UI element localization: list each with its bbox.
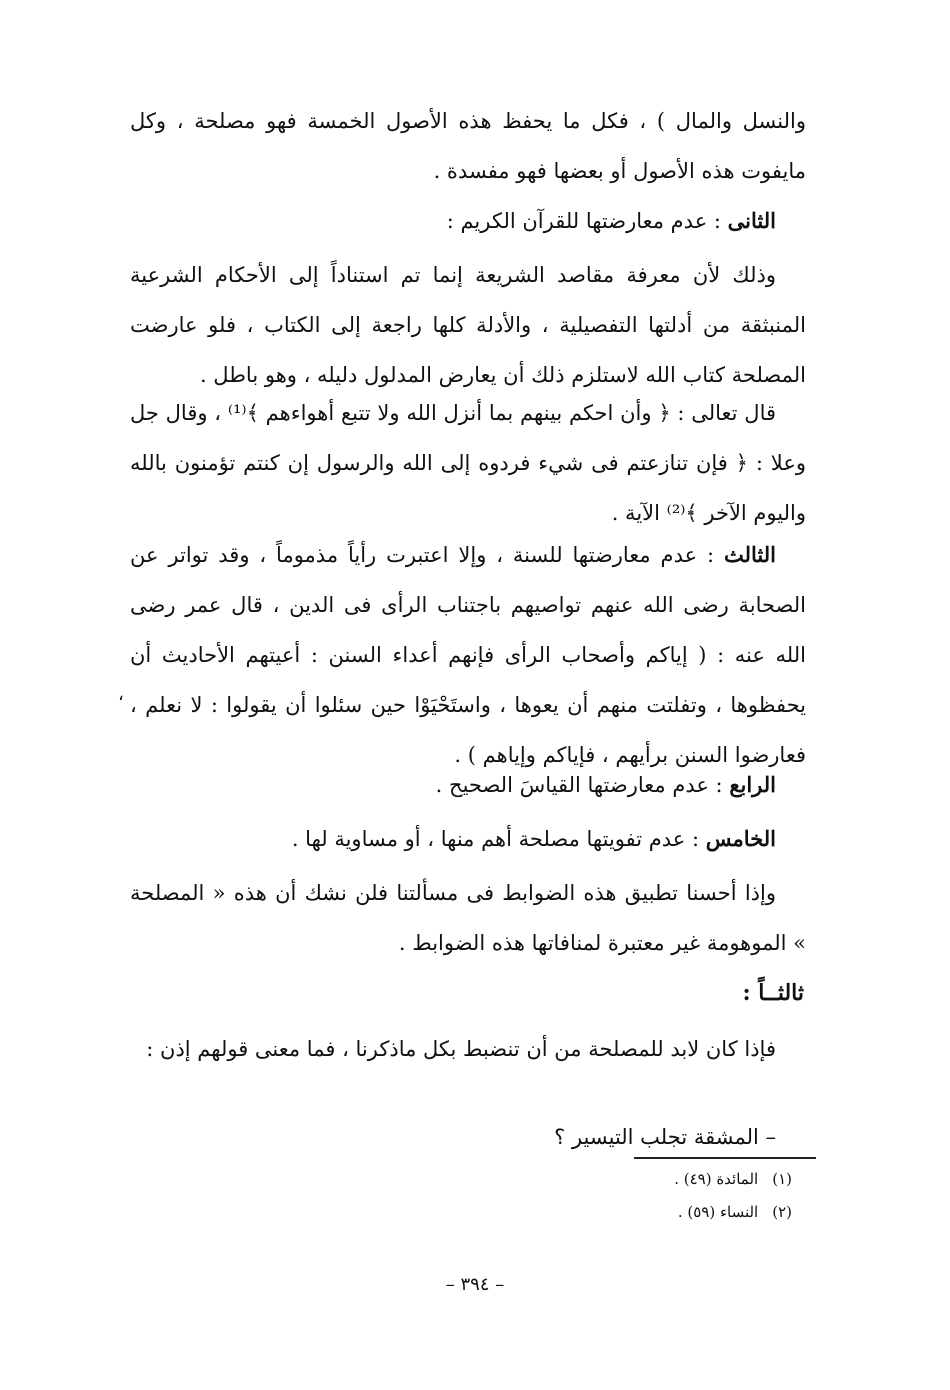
- point-four-label: الرابع: [729, 772, 776, 797]
- paragraph-9: فإذا كان لابد للمصلحة من أن تنضبط بكل ماذكرنا ، فما معنى قولهم إذن :: [146, 1037, 776, 1061]
- paragraph-10-block: [130, 1112, 806, 1162]
- footnote-1-text: المائدة (٤٩) .: [674, 1170, 759, 1188]
- maxim-line: – المشقة تجلب التيسير ؟: [554, 1125, 776, 1149]
- point-five-label: الخامس: [705, 826, 776, 851]
- margin-mark: ،: [118, 684, 124, 705]
- page-number: – ٣٩٤ –: [445, 1274, 505, 1295]
- point-five: [130, 814, 806, 864]
- point-three-text: : عدم معارضتها للسنة ، وإلا اعتبرت رأياً مذموماً ، وقد تواتر عن الصحابة رضى الله عنهم تواصيهم باجتناب الرأى فى الدين ، قال عمر رضى الله عنه : ( إياكم وأصحاب الرأى فإنهم أعداء السنن : أعيتهم الأحاديث أن يحفظوها ، وتفلتت منهم أن يعوها ، واستَحْيَوْا حين سئلوا أن يقولوا : لا نعلم ، فعارضوا السنن برأيهم ، فإياكم وإياهم ) .: [130, 543, 806, 767]
- point-four: [130, 760, 806, 810]
- paragraph-3: وذلك لأن معرفة مقاصد الشريعة إنما تم استناداً إلى الأحكام الشرعية المنبثقة من أدلتها التفصيلية ، والأدلة كلها راجعة إلى الكتاب ، فلو عارضت المصلحة كتاب الله لاستلزم ذلك أن يعارض المدلول دليله ، وهو باطل .: [130, 263, 806, 387]
- point-two-paragraph: [130, 196, 806, 246]
- point-three-paragraph: [130, 530, 806, 780]
- section-heading-thirdly: ثالثــاً :: [742, 980, 804, 1006]
- footnotes: [674, 1163, 792, 1229]
- footnote-2: [674, 1196, 792, 1229]
- point-three: [130, 530, 806, 780]
- paragraph-1: والنسل والمال ) ، فكل ما يحفظ هذه الأصول الخمسة فهو مصلحة ، وكل مايفوت هذه الأصول أو بعضها فهو مفسدة .: [130, 109, 806, 183]
- footnote-divider: [634, 1157, 816, 1159]
- point-five-paragraph: [130, 814, 806, 864]
- paragraph-3-block: [130, 250, 806, 400]
- point-four-paragraph: [130, 760, 806, 810]
- point-two-text: : عدم معارضتها للقرآن الكريم :: [446, 209, 728, 233]
- footnote-2-number: (٢): [772, 1203, 792, 1221]
- footnote-1: [674, 1163, 792, 1196]
- footnote-2-text: النساء (٥٩) .: [677, 1203, 759, 1221]
- point-three-label: الثالث: [724, 542, 776, 567]
- footnote-1-number: (١): [772, 1170, 792, 1188]
- paragraph-8-block: [130, 868, 806, 968]
- point-four-text: : عدم معارضتها القياسَ الصحيح .: [435, 773, 730, 797]
- paragraph-4-block: [130, 388, 806, 538]
- paragraph-8: وإذا أحسنا تطبيق هذه الضوابط فى مسألتنا فلن نشك أن هذه « المصلحة » الموهومة غير معتبرة لمنافاتها هذه الضوابط .: [130, 881, 806, 955]
- paragraph-4-quran-quotes: قال تعالى : ﴿ وأن احكم بينهم بما أنزل الله ولا تتبع أهواءهم ﴾⁽¹⁾ ، وقال جل وعلا : ﴿ فإن تنازعتم فى شيء فردوه إلى الله والرسول إن كنتم تؤمنون بالله واليوم الآخر ﴾⁽²⁾ الآية .: [130, 401, 806, 525]
- paragraph-continuation: [130, 96, 806, 196]
- point-two: [130, 196, 806, 246]
- point-five-text: : عدم تفويتها مصلحة أهم منها ، أو مساوية لها .: [291, 827, 706, 851]
- point-two-label: الثانى: [727, 208, 776, 233]
- paragraph-9-block: [130, 1024, 806, 1074]
